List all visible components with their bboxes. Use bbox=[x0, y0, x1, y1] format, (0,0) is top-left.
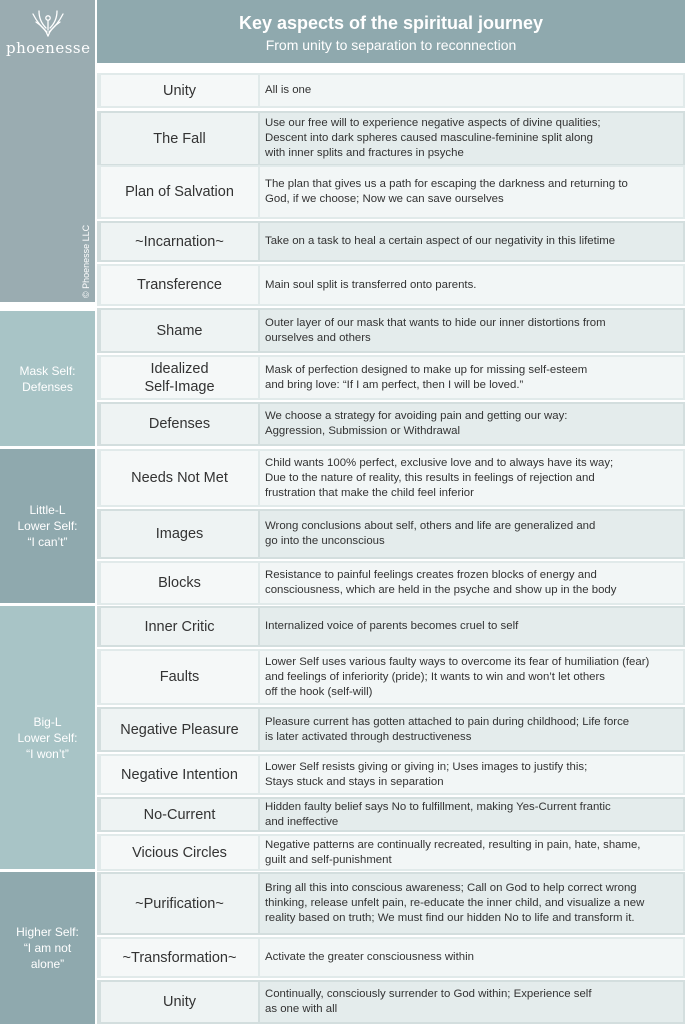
aspect-description: Lower Self uses various faulty ways to overcome its fear of humiliation (fear) and feelings of inferiority (pride); It wants to win and won’t let others off the hook (self-will) bbox=[260, 651, 683, 703]
table-row bbox=[97, 509, 685, 559]
aspect-term: Images bbox=[101, 511, 258, 557]
aspect-term: Defenses bbox=[101, 404, 258, 444]
table-row bbox=[97, 264, 685, 306]
aspect-term: Blocks bbox=[101, 563, 258, 603]
aspect-description: Pleasure current has gotten attached to pain during childhood; Life force is later activated through destructiveness bbox=[260, 709, 683, 750]
aspect-term: Shame bbox=[101, 310, 258, 351]
sidebar-group-label: Mask Self: Defenses bbox=[19, 363, 76, 394]
table-row bbox=[97, 308, 685, 353]
aspect-description: Take on a task to heal a certain aspect of our negativity in this lifetime bbox=[260, 223, 683, 260]
aspect-term: ~Purification~ bbox=[101, 874, 258, 933]
aspect-description: We choose a strategy for avoiding pain and getting our way: Aggression, Submission or Withdrawal bbox=[260, 404, 683, 444]
table-row bbox=[97, 872, 685, 935]
aspect-term: Inner Critic bbox=[101, 608, 258, 645]
table-row bbox=[97, 561, 685, 605]
aspect-description: Negative patterns are continually recreated, resulting in pain, hate, shame, guilt and self-punishment bbox=[260, 836, 683, 869]
sidebar-group-label: Higher Self: “I am not alone” bbox=[16, 925, 79, 971]
aspect-description: All is one bbox=[260, 75, 683, 106]
table-row bbox=[97, 449, 685, 507]
table-row bbox=[97, 980, 685, 1024]
aspect-description: Bring all this into conscious awareness; Call on God to help correct wrong thinking, release unfelt pain, re-educate the inner child, and visualize a new reality based on truth; We must find our hidden No to life and transform it. bbox=[260, 874, 683, 933]
aspect-description: Resistance to painful feelings creates frozen blocks of energy and consciousness, which are held in the psyche and show up in the body bbox=[260, 563, 683, 603]
aspect-description: Lower Self resists giving or giving in; Uses images to justify this; Stays stuck and stays in separation bbox=[260, 756, 683, 793]
aspect-description: Main soul split is transferred onto parents. bbox=[260, 266, 683, 304]
aspect-term: Faults bbox=[101, 651, 258, 703]
table-row bbox=[97, 707, 685, 752]
aspect-term: Unity bbox=[101, 982, 258, 1022]
table-row bbox=[97, 937, 685, 978]
aspect-term: Transference bbox=[101, 266, 258, 304]
aspect-term: Idealized Self-Image bbox=[101, 357, 258, 398]
aspect-description: Internalized voice of parents becomes cruel to self bbox=[260, 608, 683, 645]
aspect-term: ~Incarnation~ bbox=[101, 223, 258, 260]
aspect-term: No-Current bbox=[101, 799, 258, 830]
aspect-term: ~Transformation~ bbox=[101, 939, 258, 976]
aspect-term: Vicious Circles bbox=[101, 836, 258, 869]
logo-text: phoenesse bbox=[6, 39, 91, 57]
aspect-description: Mask of perfection designed to make up for missing self-esteem and bring love: “If I am perfect, then I will be loved.” bbox=[260, 357, 683, 398]
table-row bbox=[97, 797, 685, 832]
table-row bbox=[97, 649, 685, 705]
sidebar-group-label: Big-L Lower Self: “I won’t” bbox=[17, 714, 78, 761]
aspect-term: Plan of Salvation bbox=[101, 167, 258, 217]
table-row bbox=[97, 402, 685, 446]
aspect-description: Outer layer of our mask that wants to hide our inner distortions from ourselves and others bbox=[260, 310, 683, 351]
copyright-notice: © Phoenesse LLC bbox=[81, 224, 91, 298]
aspect-term: Unity bbox=[101, 75, 258, 106]
table-row bbox=[97, 111, 685, 166]
aspect-description: Activate the greater consciousness within bbox=[260, 939, 683, 976]
page-title: Key aspects of the spiritual journey bbox=[238, 13, 544, 33]
aspect-description: Wrong conclusions about self, others and life are generalized and go into the unconscious bbox=[260, 511, 683, 557]
table-row bbox=[97, 355, 685, 400]
page-subtitle: From unity to separation to reconnection bbox=[265, 37, 517, 53]
table-row bbox=[97, 221, 685, 262]
aspect-term: Negative Pleasure bbox=[101, 709, 258, 750]
aspect-term: The Fall bbox=[101, 113, 258, 164]
aspect-description: Hidden faulty belief says No to fulfillment, making Yes-Current frantic and ineffective bbox=[260, 799, 683, 830]
aspect-description: The plan that gives us a path for escaping the darkness and returning to God, if we choose; Now we can save ourselves bbox=[260, 167, 683, 217]
table-row bbox=[97, 754, 685, 795]
sidebar-group-label: Little-L Lower Self: “I can’t” bbox=[17, 503, 78, 549]
table-row bbox=[97, 606, 685, 647]
table-row bbox=[97, 165, 685, 219]
aspect-description: Child wants 100% perfect, exclusive love and to always have its way; Due to the nature of reality, this results in feelings of rejection and frustration that make the child feel inferior bbox=[260, 451, 683, 505]
table-row bbox=[97, 834, 685, 871]
aspect-description: Continually, consciously surrender to God within; Experience self as one with all bbox=[260, 982, 683, 1022]
aspect-term: Needs Not Met bbox=[101, 451, 258, 505]
table-row bbox=[97, 73, 685, 108]
aspect-description: Use our free will to experience negative aspects of divine qualities; Descent into dark spheres caused masculine-feminine split along with inner splits and fractures in psyche bbox=[260, 113, 683, 164]
aspect-term: Negative Intention bbox=[101, 756, 258, 793]
